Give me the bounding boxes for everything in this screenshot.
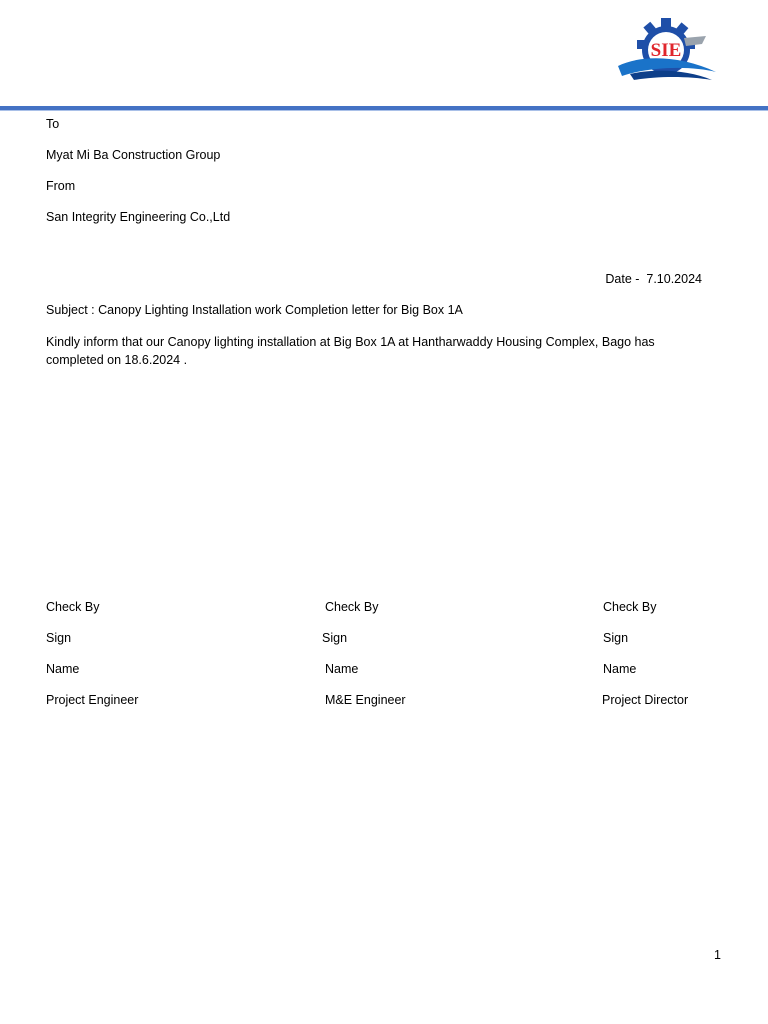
page-number: 1 <box>714 948 721 962</box>
header-divider-shadow <box>0 110 768 111</box>
signature-name: Name <box>325 662 359 676</box>
signature-sign: Sign <box>603 631 629 645</box>
from-label: From <box>46 179 76 193</box>
signature-check-by: Check By <box>603 600 657 614</box>
letter-date: Date - 7.10.2024 <box>605 272 702 286</box>
gear-logo-icon <box>612 10 720 90</box>
signature-sign: Sign <box>46 631 72 645</box>
signature-role: Project Engineer <box>46 693 139 707</box>
signature-name: Name <box>46 662 80 676</box>
letter-subject: Subject : Canopy Lighting Installation work Completion letter for Big Box 1A <box>46 303 463 317</box>
signature-sign: Sign <box>322 631 348 645</box>
signature-check-by: Check By <box>46 600 100 614</box>
from-sender: San Integrity Engineering Co.,Ltd <box>46 210 231 224</box>
signature-role: M&E Engineer <box>325 693 406 707</box>
to-label: To <box>46 117 60 131</box>
company-logo <box>612 10 720 90</box>
letter-body: Kindly inform that our Canopy lighting installation at Big Box 1A at Hantharwaddy Housing Complex, Bago has completed on 18.6.2024 . <box>46 335 655 367</box>
logo-text: SIE <box>650 40 682 61</box>
signature-role: Project Director <box>602 693 689 707</box>
signature-name: Name <box>603 662 637 676</box>
signature-check-by: Check By <box>325 600 379 614</box>
to-recipient: Myat Mi Ba Construction Group <box>46 148 221 162</box>
